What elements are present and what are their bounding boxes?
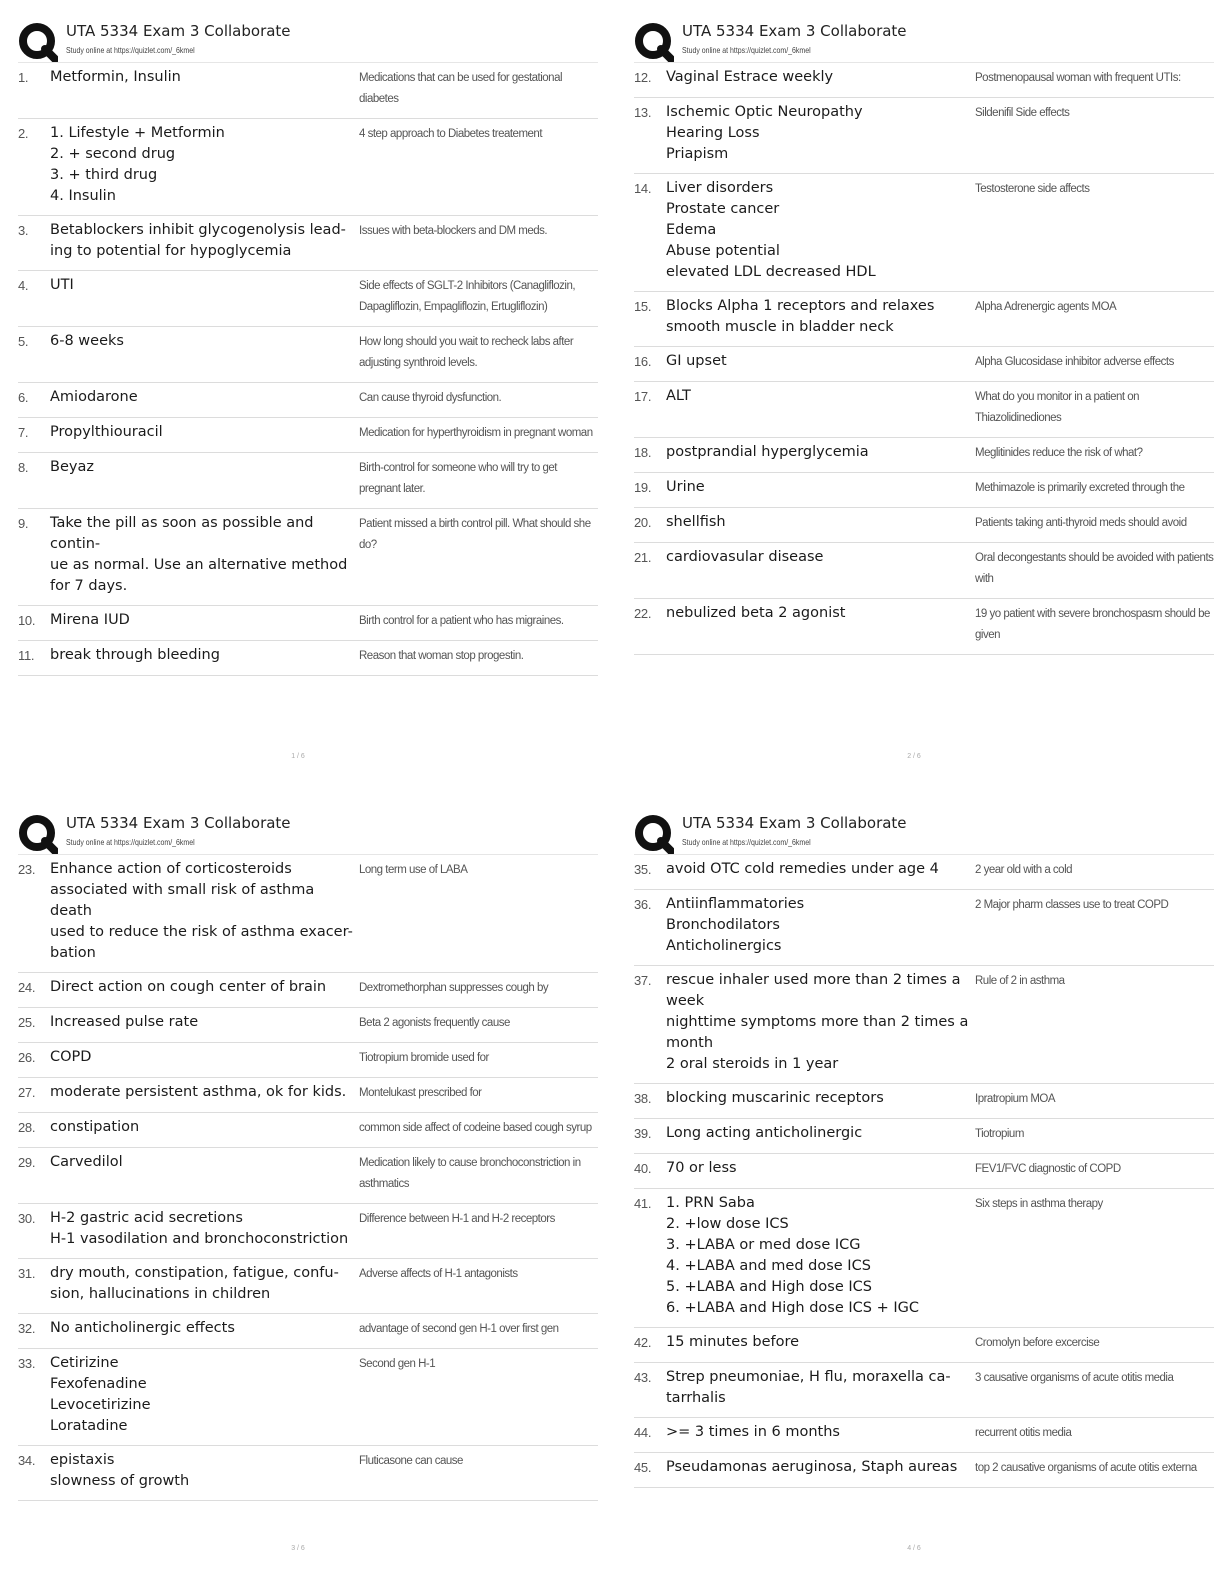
card-number: 19. [634,480,652,495]
card-definition: 2 Major pharm classes use to treat COPD [975,899,1169,911]
card-number: 3. [18,223,29,238]
study-online-link[interactable]: Study online at https://quizlet.com/_6kmel [66,45,195,55]
card-number: 21. [634,550,652,565]
card-term: Betablockers inhibit glycogenolysis lead- ing to potential for hypoglycemia [50,222,346,259]
page-header [18,810,598,854]
page-number: 1 / 6 [291,753,305,760]
flashcard-list [634,62,1214,655]
flashcard-row [634,508,1214,543]
page-1 [18,18,598,798]
card-term: Carvedilol [50,1154,123,1170]
card-definition: 4 step approach to Diabetes treatement [359,128,543,140]
card-number: 15. [634,299,652,314]
card-number: 18. [634,445,652,460]
card-number: 42. [634,1335,652,1350]
card-term: Ischemic Optic Neuropathy Hearing Loss Priapism [666,104,863,162]
flashcard-row [634,473,1214,508]
card-term: >= 3 times in 6 months [666,1424,840,1440]
card-definition: Oral decongestants should be avoided with patients with [975,552,1214,585]
flashcard-row [18,641,598,676]
flashcard-row [634,347,1214,382]
page-2 [634,18,1214,798]
card-definition: Dextromethorphan suppresses cough by [359,982,549,994]
card-number: 30. [18,1211,36,1226]
card-term: GI upset [666,353,727,369]
flashcard-list [18,854,598,1501]
flashcard-row [18,271,598,327]
flashcard-row [18,1078,598,1113]
card-term: Cetirizine Fexofenadine Levocetirizine Loratadine [50,1355,151,1434]
card-term: 1. PRN Saba 2. +low dose ICS 3. +LABA or med dose ICG 4. +LABA and med dose ICS 5. +LABA and High dose ICS 6. +LABA and High dose ICS + IGC [666,1195,919,1316]
flashcard-row [18,1349,598,1446]
card-term: Amiodarone [50,389,138,405]
card-number: 10. [18,613,36,628]
card-definition: Birth-control for someone who will try to get pregnant later. [359,462,558,495]
card-term: Long acting anticholinergic [666,1125,863,1141]
quizlet-logo-icon [18,814,58,854]
card-definition: Patients taking anti-thyroid meds should avoid [975,517,1187,529]
card-number: 44. [634,1425,652,1440]
quizlet-logo-icon [634,814,674,854]
flashcard-row [634,1363,1214,1418]
card-term: shellfish [666,514,726,530]
flashcard-row [634,1418,1214,1453]
card-term: Mirena IUD [50,612,130,628]
card-number: 14. [634,181,652,196]
card-definition: Difference between H-1 and H-2 receptors [359,1213,555,1225]
flashcard-row [18,63,598,119]
card-number: 37. [634,973,652,988]
page-number: 4 / 6 [907,1545,921,1552]
card-number: 17. [634,389,652,404]
card-number: 31. [18,1266,36,1281]
card-definition: How long should you wait to recheck labs after adjusting synthroid levels. [359,336,574,369]
card-number: 45. [634,1460,652,1475]
card-definition: 2 year old with a cold [975,864,1073,876]
card-number: 40. [634,1161,652,1176]
flashcard-row [18,1204,598,1259]
card-number: 13. [634,105,652,120]
card-number: 34. [18,1453,36,1468]
flashcard-row [634,890,1214,966]
card-term: Blocks Alpha 1 receptors and relaxes smooth muscle in bladder neck [666,298,935,335]
card-term: Vaginal Estrace weekly [666,69,834,85]
quizlet-logo-icon [18,22,58,62]
card-number: 41. [634,1196,652,1211]
flashcard-row [18,1113,598,1148]
card-number: 39. [634,1126,652,1141]
card-definition: 3 causative organisms of acute otitis media [975,1372,1174,1384]
card-definition: Side effects of SGLT-2 Inhibitors (Canagliflozin, Dapagliflozin, Empagliflozin, Ertugliflozin) [359,280,576,313]
card-term: epistaxis slowness of growth [50,1452,190,1489]
flashcard-row [18,453,598,509]
card-term: 6-8 weeks [50,333,124,349]
flashcard-row [18,1148,598,1204]
set-title: UTA 5334 Exam 3 Collaborate [66,814,291,832]
card-number: 7. [18,425,29,440]
card-number: 20. [634,515,652,530]
card-term: nebulized beta 2 agonist [666,605,846,621]
flashcard-row [18,1314,598,1349]
set-title: UTA 5334 Exam 3 Collaborate [66,22,291,40]
flashcard-row [18,1446,598,1501]
flashcard-row [634,1328,1214,1363]
card-number: 16. [634,354,652,369]
flashcard-row [18,383,598,418]
page-header [18,18,598,62]
card-definition: Tiotropium [975,1128,1024,1140]
flashcard-row [634,1189,1214,1328]
page-number: 3 / 6 [291,1545,305,1552]
card-definition: Testosterone side affects [975,183,1090,195]
card-definition: Tiotropium bromide used for [359,1052,489,1064]
card-number: 29. [18,1155,36,1170]
card-term: 70 or less [666,1160,737,1176]
card-definition: Cromolyn before excercise [975,1337,1100,1349]
card-term: Beyaz [50,459,94,475]
flashcard-row [18,1043,598,1078]
card-number: 11. [18,648,35,663]
card-term: Take the pill as soon as possible and contin- ue as normal. Use an alternative method for 7 days. [50,515,348,594]
card-term: break through bleeding [50,647,220,663]
card-term: constipation [50,1119,140,1135]
flashcard-row [634,1154,1214,1189]
flashcard-row [18,1008,598,1043]
card-number: 22. [634,606,652,621]
card-definition: Alpha Adrenergic agents MOA [975,301,1117,313]
card-term: H-2 gastric acid secretions H-1 vasodilation and bronchoconstriction [50,1210,349,1247]
flashcard-row [634,98,1214,174]
card-term: blocking muscarinic receptors [666,1090,884,1106]
card-term: postprandial hyperglycemia [666,444,869,460]
flashcard-row [634,855,1214,890]
card-definition: Patient missed a birth control pill. What should she do? [359,518,591,551]
set-title: UTA 5334 Exam 3 Collaborate [682,814,907,832]
card-number: 36. [634,897,652,912]
flashcard-list [18,62,598,676]
flashcard-row [18,855,598,973]
flashcard-row [18,119,598,216]
card-number: 35. [634,862,652,877]
flashcard-row [634,966,1214,1084]
flashcard-row [634,174,1214,292]
card-term: ALT [666,388,691,404]
card-term: Antiinflammatories Bronchodilators Anticholinergics [666,896,805,954]
card-term: Increased pulse rate [50,1014,199,1030]
page-3 [18,810,598,1584]
card-definition: Birth control for a patient who has migraines. [359,615,564,627]
card-definition: Montelukast prescribed for [359,1087,482,1099]
flashcard-row [634,63,1214,98]
flashcard-row [18,216,598,271]
card-term: moderate persistent asthma, ok for kids. [50,1084,347,1100]
card-term: dry mouth, constipation, fatigue, confu- sion, hallucinations in children [50,1265,339,1302]
flashcard-row [18,1259,598,1314]
card-definition: Second gen H-1 [359,1358,436,1370]
card-definition: Beta 2 agonists frequently cause [359,1017,510,1029]
card-definition: Reason that woman stop progestin. [359,650,524,662]
card-definition: What do you monitor in a patient on Thiazolidinediones [975,391,1140,424]
set-title: UTA 5334 Exam 3 Collaborate [682,22,907,40]
flashcard-row [18,418,598,453]
card-number: 26. [18,1050,36,1065]
flashcard-row [18,973,598,1008]
card-definition: 19 yo patient with severe bronchospasm should be given [975,608,1210,641]
card-number: 24. [18,980,36,995]
card-term: avoid OTC cold remedies under age 4 [666,861,939,877]
flashcard-row [634,543,1214,599]
study-online-link[interactable]: Study online at https://quizlet.com/_6kmel [66,837,195,847]
study-online-link[interactable]: Study online at https://quizlet.com/_6kmel [682,837,811,847]
card-number: 2. [18,126,29,141]
flashcard-row [18,327,598,383]
page-header [634,18,1214,62]
card-number: 28. [18,1120,36,1135]
card-term: Pseudamonas aeruginosa, Staph aureas [666,1459,958,1475]
card-term: Enhance action of corticosteroids associated with small risk of asthma death used to reduce the risk of asthma exacer- bation [50,861,353,961]
flashcard-list [634,854,1214,1488]
card-term: Direct action on cough center of brain [50,979,327,995]
card-definition: top 2 causative organisms of acute otitis externa [975,1462,1197,1474]
quizlet-logo-icon [634,22,674,62]
card-number: 32. [18,1321,36,1336]
card-number: 5. [18,334,29,349]
card-number: 38. [634,1091,652,1106]
card-term: No anticholinergic effects [50,1320,235,1336]
card-term: 15 minutes before [666,1334,800,1350]
card-number: 1. [18,70,29,85]
flashcard-row [634,382,1214,438]
card-definition: Adverse affects of H-1 antagonists [359,1268,518,1280]
card-number: 27. [18,1085,36,1100]
card-term: Strep pneumoniae, H flu, moraxella ca- tarrhalis [666,1369,951,1406]
flashcard-row [18,509,598,606]
card-definition: Medications that can be used for gestational diabetes [359,72,563,105]
card-definition: Six steps in asthma therapy [975,1198,1103,1210]
card-term: Propylthiouracil [50,424,163,440]
flashcard-row [634,438,1214,473]
flashcard-row [634,1084,1214,1119]
card-definition: Medication for hyperthyroidism in pregnant woman [359,427,593,439]
card-term: COPD [50,1049,92,1065]
card-term: Urine [666,479,705,495]
card-number: 33. [18,1356,36,1371]
flashcard-row [634,599,1214,655]
card-number: 8. [18,460,29,475]
card-term: Metformin, Insulin [50,69,181,85]
card-definition: recurrent otitis media [975,1427,1072,1439]
card-definition: Meglitinides reduce the risk of what? [975,447,1143,459]
flashcard-row [634,1119,1214,1154]
flashcard-row [18,606,598,641]
card-number: 4. [18,278,29,293]
card-number: 25. [18,1015,36,1030]
page-number: 2 / 6 [907,753,921,760]
flashcard-row [634,1453,1214,1488]
page-header [634,810,1214,854]
card-definition: FEV1/FVC diagnostic of COPD [975,1163,1121,1175]
study-online-link[interactable]: Study online at https://quizlet.com/_6kmel [682,45,811,55]
card-definition: advantage of second gen H-1 over first gen [359,1323,559,1335]
card-definition: Ipratropium MOA [975,1093,1056,1105]
card-definition: Issues with beta-blockers and DM meds. [359,225,548,237]
card-definition: Rule of 2 in asthma [975,975,1065,987]
card-definition: Long term use of LABA [359,864,468,876]
card-term: rescue inhaler used more than 2 times a week nighttime symptoms more than 2 times a month 2 oral steroids in 1 year [666,972,969,1072]
page-4 [634,810,1214,1584]
card-term: 1. Lifestyle + Metformin 2. + second drug 3. + third drug 4. Insulin [50,125,225,204]
card-definition: Postmenopausal woman with frequent UTIs: [975,72,1181,84]
card-number: 43. [634,1370,652,1385]
card-term: UTI [50,277,74,293]
card-definition: Fluticasone can cause [359,1455,463,1467]
card-number: 23. [18,862,36,877]
card-number: 6. [18,390,29,405]
card-definition: Can cause thyroid dysfunction. [359,392,502,404]
card-definition: Medication likely to cause bronchoconstriction in asthmatics [359,1157,581,1190]
card-term: cardiovasular disease [666,549,824,565]
flashcard-row [634,292,1214,347]
card-definition: Alpha Glucosidase inhibitor adverse effects [975,356,1174,368]
card-term: Liver disorders Prostate cancer Edema Abuse potential elevated LDL decreased HDL [666,180,876,280]
card-definition: Sildenifil Side effects [975,107,1070,119]
card-number: 9. [18,516,29,531]
card-number: 12. [634,70,652,85]
card-definition: Methimazole is primarily excreted through the [975,482,1185,494]
card-definition: common side affect of codeine based cough syrup [359,1122,592,1134]
